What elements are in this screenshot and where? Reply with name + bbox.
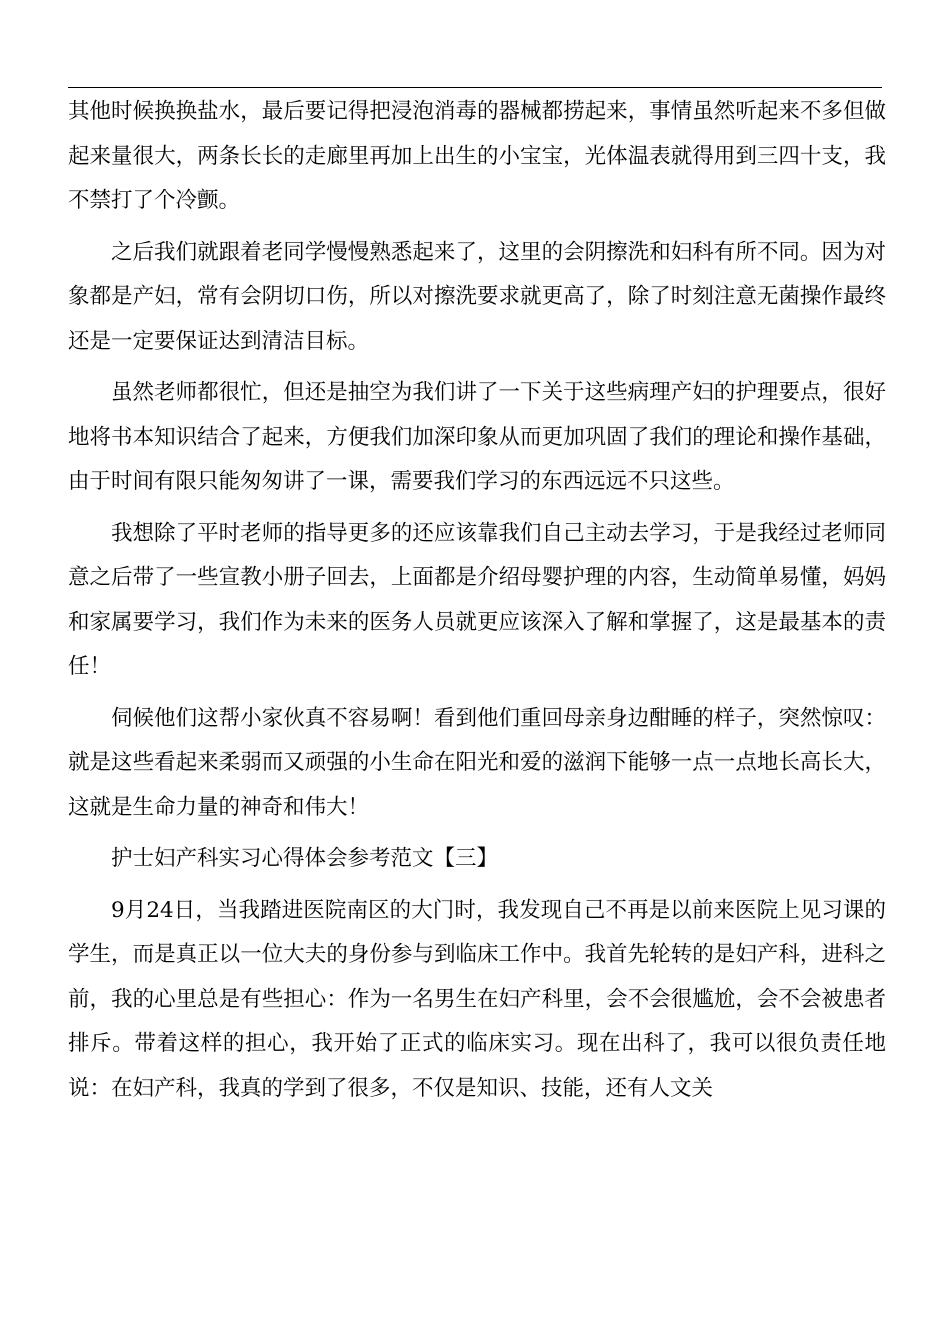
paragraph: 之后我们就跟着老同学慢慢熟悉起来了，这里的会阴擦洗和妇科有所不同。因为对象都是产妇，常有会阴切口伤，所以对擦洗要求就更高了，除了时刻注意无菌操作最终还是一定要保证达到清洁目标。 <box>68 239 886 354</box>
paragraph: 我想除了平时老师的指导更多的还应该靠我们自己主动去学习，于是我经过老师同意之后带了一些宣教小册子回去，上面都是介绍母婴护理的内容，生动简单易懂，妈妈和家属要学习，我们作为未来的医务人员就更应该深入了解和掌握了，这是最基本的责任！ <box>68 520 886 679</box>
document-body <box>68 90 886 1118</box>
header-rule <box>68 87 882 88</box>
paragraph: 9月24日，当我踏进医院南区的大门时，我发现自己不再是以前来医院上见习课的学生，而是真正以一位大夫的身份参与到临床工作中。我首先轮转的是妇产科，进科之前，我的心里总是有些担心：作为一名男生在妇产科里，会不会很尴尬，会不会被患者排斥。带着这样的担心，我开始了正式的临床实习。现在出科了，我可以很负责任地说：在妇产科，我真的学到了很多，不仅是知识、技能，还有人文关 <box>68 897 886 1101</box>
section-heading: 护士妇产科实习心得体会参考范文【三】 <box>111 846 499 871</box>
paragraph: 伺候他们这帮小家伙真不容易啊！看到他们重回母亲身边酣睡的样子，突然惊叹：就是这些看起来柔弱而又顽强的小生命在阳光和爱的滋润下能够一点一点地长高长大，这就是生命力量的神奇和伟大！ <box>68 705 886 820</box>
paragraph: 虽然老师都很忙，但还是抽空为我们讲了一下关于这些病理产妇的护理要点，很好地将书本知识结合了起来，方便我们加深印象从而更加巩固了我们的理论和操作基础，由于时间有限只能匆匆讲了一课，需要我们学习的东西远远不只这些。 <box>68 380 886 494</box>
paragraph-continuation: 其他时候换换盐水，最后要记得把浸泡消毒的器械都捞起来，事情虽然听起来不多但做起来量很大，两条长长的走廊里再加上出生的小宝宝，光体温表就得用到三四十支，我不禁打了个冷颤。 <box>68 99 886 213</box>
